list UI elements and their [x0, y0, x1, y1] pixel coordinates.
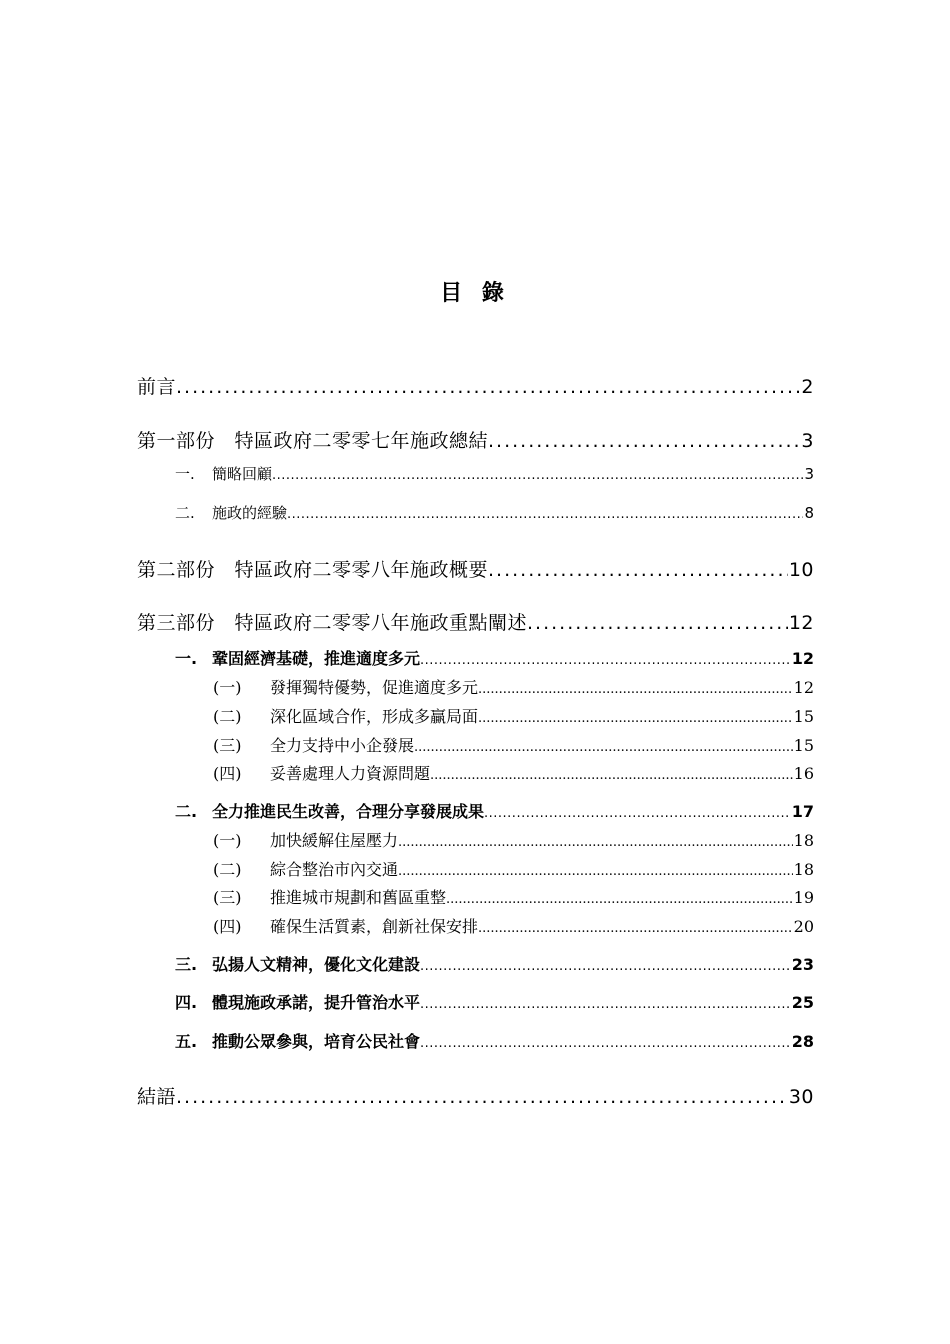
toc-entry-number: 一. — [175, 649, 198, 668]
toc-entry-number: (二) — [213, 707, 242, 726]
toc-entry-label: 簡略回顧 — [212, 465, 273, 483]
toc-entry-label: 前言 — [137, 376, 177, 398]
toc-entry-section[interactable] — [175, 502, 814, 523]
dot-leader — [478, 921, 793, 936]
dot-leader — [488, 559, 788, 581]
toc-entry-subsection[interactable] — [213, 704, 814, 727]
toc-entry-page: 10 — [788, 559, 814, 581]
dot-leader — [287, 507, 803, 522]
toc-entry-label: 第三部份 特區政府二零零八年施政重點闡述 — [137, 612, 528, 634]
toc-entry-section[interactable] — [175, 952, 814, 975]
toc-entry-label: 體現施政承諾，提升管治水平 — [212, 993, 421, 1012]
dot-leader — [478, 711, 793, 726]
toc-entry-label: 第二部份 特區政府二零零八年施政概要 — [137, 559, 489, 581]
dot-leader — [478, 682, 793, 697]
dot-leader — [430, 768, 793, 783]
toc-entry-page: 16 — [793, 764, 814, 783]
toc-entry-conclusion[interactable] — [137, 1082, 814, 1109]
toc-entry-section[interactable] — [175, 799, 814, 822]
toc-entry-label: 妥善處理人力資源問題 — [270, 764, 431, 783]
toc-entry-number: 二. — [175, 802, 198, 821]
toc-entry-label: 施政的經驗 — [212, 504, 288, 522]
toc-entry-label: 全力支持中小企發展 — [270, 736, 415, 755]
toc-entry-number: (四) — [213, 764, 242, 783]
toc-entry-page: 3 — [804, 465, 814, 483]
toc-entry-part-1[interactable] — [137, 426, 814, 453]
dot-leader — [488, 430, 800, 452]
toc-entry-page: 12 — [791, 649, 814, 668]
toc-entry-number: (一) — [213, 831, 242, 850]
toc-entry-subsection[interactable] — [213, 885, 814, 908]
dot-leader — [398, 864, 793, 879]
toc-entry-section[interactable] — [175, 990, 814, 1013]
dot-leader — [527, 612, 788, 634]
toc-entry-page: 18 — [793, 860, 814, 879]
toc-entry-number: 二. — [175, 504, 195, 522]
toc-entry-number: (二) — [213, 860, 242, 879]
toc-entry-page: 19 — [793, 888, 814, 907]
toc-entry-page: 17 — [791, 802, 814, 821]
toc-entry-number: 一. — [175, 465, 195, 483]
toc-entry-number: (四) — [213, 917, 242, 936]
toc-entry-label: 鞏固經濟基礎，推進適度多元 — [212, 649, 421, 668]
toc-entry-label: 發揮獨特優勢，促進適度多元 — [270, 678, 479, 697]
dot-leader — [420, 997, 791, 1012]
dot-leader — [420, 653, 791, 668]
toc-entry-subsection[interactable] — [213, 914, 814, 937]
toc-entry-number: 三. — [175, 955, 198, 974]
toc-entry-label: 確保生活質素，創新社保安排 — [270, 917, 479, 936]
toc-entry-page: 15 — [793, 736, 814, 755]
toc-entry-part-2[interactable] — [137, 555, 814, 582]
toc-title: 目 錄 — [440, 281, 510, 306]
toc-entry-page: 25 — [791, 993, 814, 1012]
toc-entry-page: 30 — [788, 1086, 814, 1108]
dot-leader — [446, 892, 793, 907]
toc-entry-page: 28 — [791, 1032, 814, 1051]
dot-leader — [420, 959, 791, 974]
dot-leader — [272, 468, 803, 483]
dot-leader — [484, 806, 791, 821]
toc-entry-label: 第一部份 特區政府二零零七年施政總結 — [137, 430, 489, 452]
toc-entry-page: 23 — [791, 955, 814, 974]
dot-leader — [176, 1086, 788, 1108]
toc-entry-label: 弘揚人文精神，優化文化建設 — [212, 955, 421, 974]
toc-entry-number: 五. — [175, 1032, 198, 1051]
toc-entry-label: 推動公眾參與，培育公民社會 — [212, 1032, 421, 1051]
toc-entry-subsection[interactable] — [213, 733, 814, 756]
toc-entry-number: 四. — [175, 993, 198, 1012]
toc-entry-label: 加快緩解住屋壓力 — [270, 831, 399, 850]
dot-leader — [398, 835, 793, 850]
toc-entry-page: 18 — [793, 831, 814, 850]
toc-entry-subsection[interactable] — [213, 675, 814, 698]
toc-entry-subsection[interactable] — [213, 761, 814, 784]
toc-entry-page: 15 — [793, 707, 814, 726]
toc-entry-page: 12 — [793, 678, 814, 697]
toc-entry-number: (一) — [213, 678, 242, 697]
dot-leader — [420, 1036, 791, 1051]
toc-entry-section[interactable] — [175, 646, 814, 669]
toc-entry-preface[interactable] — [137, 372, 814, 399]
toc-entry-label: 全力推進民生改善，合理分享發展成果 — [212, 802, 485, 821]
toc-entry-section[interactable] — [175, 1029, 814, 1052]
toc-entry-page: 20 — [793, 917, 814, 936]
toc-entry-label: 深化區域合作，形成多贏局面 — [270, 707, 479, 726]
toc-entry-label: 綜合整治市內交通 — [270, 860, 399, 879]
toc-entry-number: (三) — [213, 888, 242, 907]
dot-leader — [414, 740, 793, 755]
toc-entry-subsection[interactable] — [213, 857, 814, 880]
toc-entry-page: 12 — [788, 612, 814, 634]
dot-leader — [176, 376, 800, 398]
toc-entry-number: (三) — [213, 736, 242, 755]
toc-entry-subsection[interactable] — [213, 828, 814, 851]
toc-entry-label: 推進城市規劃和舊區重整 — [270, 888, 447, 907]
toc-entry-part-3[interactable] — [137, 608, 814, 635]
toc-entry-page: 8 — [804, 504, 814, 522]
toc-entry-label: 結語 — [137, 1086, 177, 1108]
toc-entry-page: 3 — [801, 430, 814, 452]
toc-entry-section[interactable] — [175, 463, 814, 484]
toc-entry-page: 2 — [801, 376, 814, 398]
